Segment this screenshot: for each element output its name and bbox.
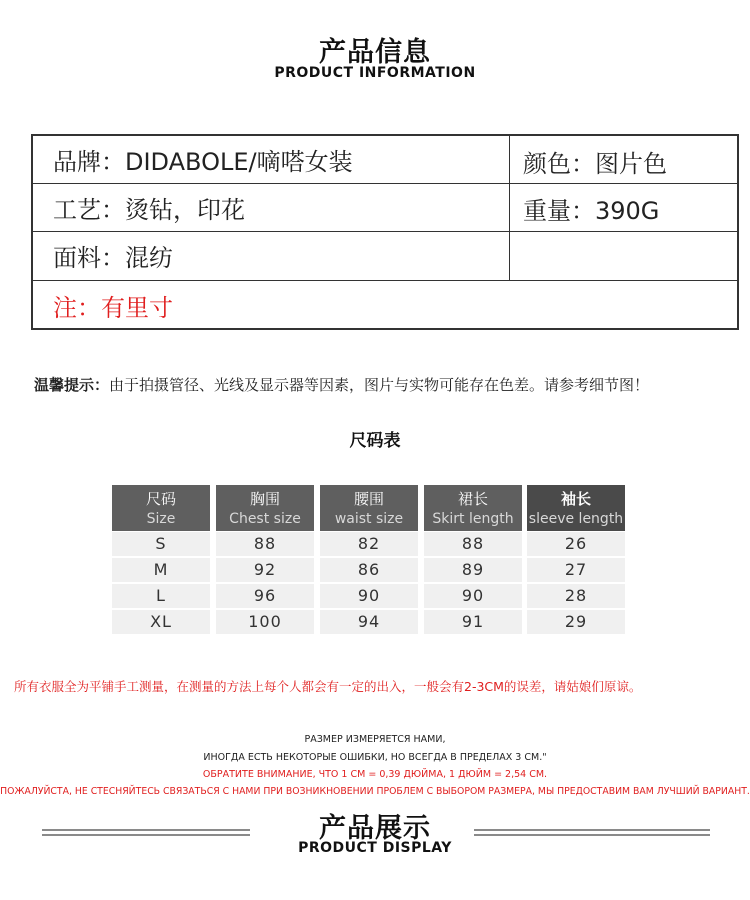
size-cell: 26 — [527, 532, 625, 556]
size-header-size — [112, 485, 210, 531]
header-en: waist size — [334, 511, 404, 527]
size-cell: 100 — [216, 610, 314, 634]
russian-note-line3: ОБРАТИТЕ ВНИМАНИЕ, ЧТО 1 СМ = 0,39 ДЮЙМА, 1 ДЮЙМ = 2,54 СМ. — [202, 769, 548, 780]
table-divider — [509, 136, 510, 280]
product-info-table — [31, 134, 739, 330]
size-cell: XL — [112, 610, 210, 634]
size-chart-title: 尺码表 — [349, 431, 401, 451]
size-cell: 91 — [424, 610, 522, 634]
size-cell: 82 — [320, 532, 418, 556]
header-en: Chest size — [229, 511, 301, 527]
size-cell: 29 — [527, 610, 625, 634]
lining-note: 注：有里寸 — [53, 293, 173, 322]
color-difference-tip — [34, 374, 649, 395]
weight-cell: 重量：390G — [523, 196, 660, 225]
size-cell: 86 — [320, 558, 418, 582]
size-cell: 90 — [320, 584, 418, 608]
size-cell: 90 — [424, 584, 522, 608]
size-header-waist — [320, 485, 418, 531]
size-cell: 88 — [424, 532, 522, 556]
header-cn: 裙长 — [457, 490, 488, 508]
size-header-skirt — [424, 485, 522, 531]
tip-text: 由于拍摄管径、光线及显示器等因素，图片与实物可能存在色差。请参考细节图！ — [109, 376, 650, 394]
size-cell: 89 — [424, 558, 522, 582]
color-cell: 颜色：图片色 — [523, 149, 667, 178]
size-cell: 88 — [216, 532, 314, 556]
size-cell: 96 — [216, 584, 314, 608]
size-cell: M — [112, 558, 210, 582]
craft-cell: 工艺：烫钻，印花 — [53, 195, 245, 224]
size-cell: 94 — [320, 610, 418, 634]
header-en: Size — [146, 511, 176, 527]
russian-note-line2: ИНОГДА ЕСТЬ НЕКОТОРЫЕ ОШИБКИ, НО ВСЕГДА В ПРЕДЕЛАХ 3 СМ." — [203, 752, 547, 763]
header-en: Skirt length — [432, 511, 514, 527]
product-display-title: 产品展示 — [319, 813, 431, 844]
product-info-title: 产品信息 — [319, 37, 431, 68]
russian-note-line1: РАЗМЕР ИЗМЕРЯЕТСЯ НАМИ, — [304, 734, 446, 745]
size-header-sleeve — [527, 485, 625, 531]
header-cn: 腰围 — [353, 490, 384, 508]
size-cell: 28 — [527, 584, 625, 608]
fabric-cell: 面料：混纺 — [53, 244, 173, 272]
header-cn: 尺码 — [145, 490, 176, 508]
russian-note-line4: ПОЖАЛУЙСТА, НЕ СТЕСНЯЙТЕСЬ СВЯЗАТЬСЯ С НАМИ ПРИ ВОЗНИКНОВЕНИИ ПРОБЛЕМ С ВЫБОРОМ РАЗМЕРА, МЫ ПРЕДОСТАВИМ ВАМ ЛУЧШИЙ ВАРИАНТ. — [0, 786, 750, 797]
size-cell: 92 — [216, 558, 314, 582]
size-cell: S — [112, 532, 210, 556]
header-en: sleeve length — [528, 511, 624, 527]
measurement-note: 所有衣服全为平铺手工测量，在测量的方法上每个人都会有一定的出入，一般会有2-3CM的误差，请姑娘们原谅。 — [14, 679, 642, 694]
header-cn: 胸围 — [249, 490, 280, 508]
size-header-chest — [216, 485, 314, 531]
tip-label: 温馨提示： — [34, 376, 110, 394]
size-cell: L — [112, 584, 210, 608]
brand-cell: 品牌：DIDABOLE/嘀嗒女装 — [53, 148, 353, 176]
header-cn: 袖长 — [560, 490, 591, 508]
product-info-subtitle: PRODUCT INFORMATION — [274, 65, 476, 81]
size-cell: 27 — [527, 558, 625, 582]
product-display-subtitle: PRODUCT DISPLAY — [298, 840, 452, 856]
